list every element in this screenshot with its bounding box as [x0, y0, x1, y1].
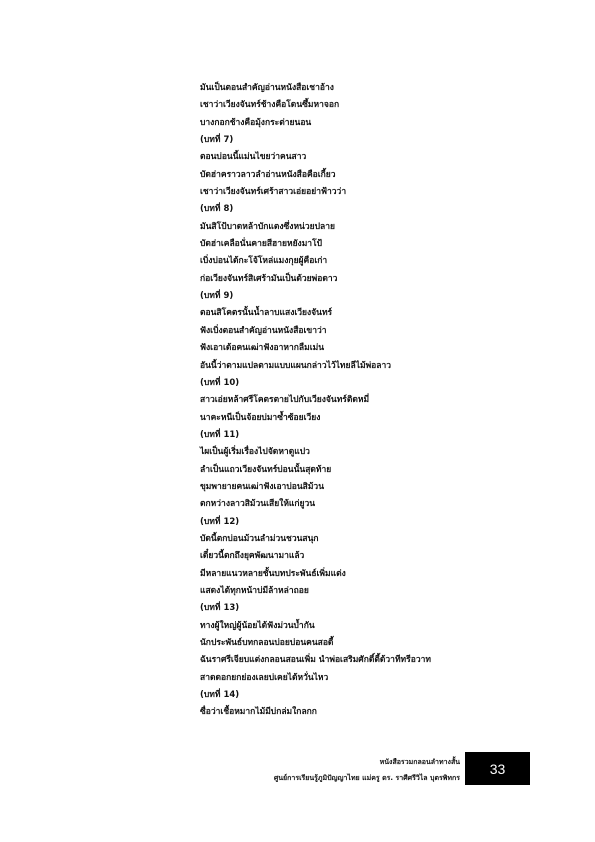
- poem-line: ก่อเวียงจันทร์สิเศร้ามันเป็นด้วยพ่อดาว: [200, 273, 338, 284]
- poem-line: เชาว่าเวียงจันทร์เศร้าสาวเอ่ยอย่าฟ้าวว่า: [200, 187, 347, 198]
- poem-line: มันเป็นตอนสำคัญอ่านหนังสือเชาอ้าง: [200, 83, 334, 93]
- poem-line: ทางผู้ใหญ่ผู้น้อยได้ฟังม่วนบ้ำกัน: [200, 620, 315, 631]
- poem-line: (บทที่ 10): [200, 377, 240, 388]
- footer-subtitle: ศูนย์การเรียนรู้ภูมิปัญญาไทย แม่ครู ดร. ราศีศรีวิไล บุตรพิทกร: [273, 774, 460, 782]
- poem-line: อันนี้ว่าตามแปลตามแบบแผนกล่าวไว้ไทยลีไม้พ่อลาว: [200, 360, 392, 371]
- poem-line: (บทที่ 8): [200, 204, 234, 215]
- poem-line: ไผเป็นผู้เริ่มเรื่องไปจัดหาดูแปว: [200, 447, 310, 458]
- poem-line: บางกอกช้างคือมุ้งกระต่ายนอน: [200, 117, 312, 128]
- poem-line: ขุมพายายคนเฒ่าฟังเอาบ่อนสิม้วน: [200, 481, 325, 492]
- poem-line: (บทที่ 13): [200, 603, 240, 614]
- poem-line: ลำเป็นแถวเวียงจันทร์บ่อนนั้นสุดท้าย: [200, 464, 332, 475]
- poem-line: นักประพันธ์บทกลอนบ่อยบ่อนคนสอดี้: [200, 638, 334, 648]
- page-number-box: [465, 752, 530, 785]
- poem-line: ฟังเอาเด้อคนเฒ่าฟังอาหากลืมเม่น: [200, 343, 325, 354]
- poem-line: (บทที่ 9): [200, 291, 234, 302]
- poem-line: สาวเอ่ยหล้าศรีโคตรตายไปกับเวียงจันทร์ติดหมี่: [200, 395, 370, 406]
- poem-line: มีหลายแนวหลายชั้นบทประพันธ์เพิ่มแต่ง: [200, 568, 346, 579]
- poem-line: ฟังเบิ่งตอนสำคัญอ่านหนังสือเขาว่า: [200, 325, 327, 336]
- poem-line: (บทที่ 14): [200, 690, 240, 701]
- poem-line: ตอนสิโคตรนั้นน้ำลาบแสงเวียงจันทร์: [200, 308, 333, 319]
- poem-line: เดี๋ยวนี้ตกถึงยุคพัฒนามาแล้ว: [200, 551, 305, 562]
- footer-title: หนังสือรวมกลอนลำทางสั้น: [379, 758, 460, 766]
- poem-line: บัดฮ่าคราวลาวลำอ่านหนังสือคือเกี้ยว: [200, 169, 336, 180]
- poem-line: (บทที่ 7): [200, 135, 234, 146]
- poem-line: เชาว่าเวียงจันทร์ช้างคือโดนซึ้มหาจอก: [200, 100, 340, 111]
- poem-line: (บทที่ 11): [200, 429, 240, 440]
- poem-line: ตอนบ่อนนี้แม่นไขยว่าคนสาว: [200, 152, 307, 163]
- page-number: 33: [489, 760, 506, 777]
- poem-line: มันสิโป้บาดหล้าบักแตงซึ่งหน่วยปลาย: [200, 221, 335, 232]
- poem-line: บัดนี้ตกบ่อนม้วนลำม่วนชวนสนุก: [200, 533, 319, 544]
- poem-line: ซื่อว่าเชื้อหมากไม้มีบ่กล่มใกลกก: [200, 707, 317, 718]
- poem-line: (บทที่ 12): [200, 516, 240, 527]
- poem-line: บัดฮ่าเคลือนั่นคายสีฮายหยังมาโป้: [200, 239, 323, 250]
- poem-line: แสดงได้ทุกหน้าบ่มีล้าหล่าถอย: [200, 585, 309, 596]
- poem-line: สาดดอกยกย่องเลยบ่เคยได้หวั่นไหว: [200, 672, 329, 683]
- poem-body: [200, 80, 500, 722]
- poem-line: เบิ่งบ่อนได้กะโจ้โหล่แมงกุยผู้คือเก่า: [200, 256, 328, 267]
- poem-line: นาคะหนีเป็นจ้อยบ่มาซ้ำซ้อยเวียง: [200, 412, 321, 423]
- poem-line: ตกหว่างลาวสิม้วนเสียให้แก่ยูวน: [200, 499, 316, 510]
- poem-line: ฉันราศรีเจียบแต่งกลอนสอนเพิ่ม นำพ่อเสริมศักดิ์ตี้ด้วาทีทรีอวาท: [200, 655, 431, 666]
